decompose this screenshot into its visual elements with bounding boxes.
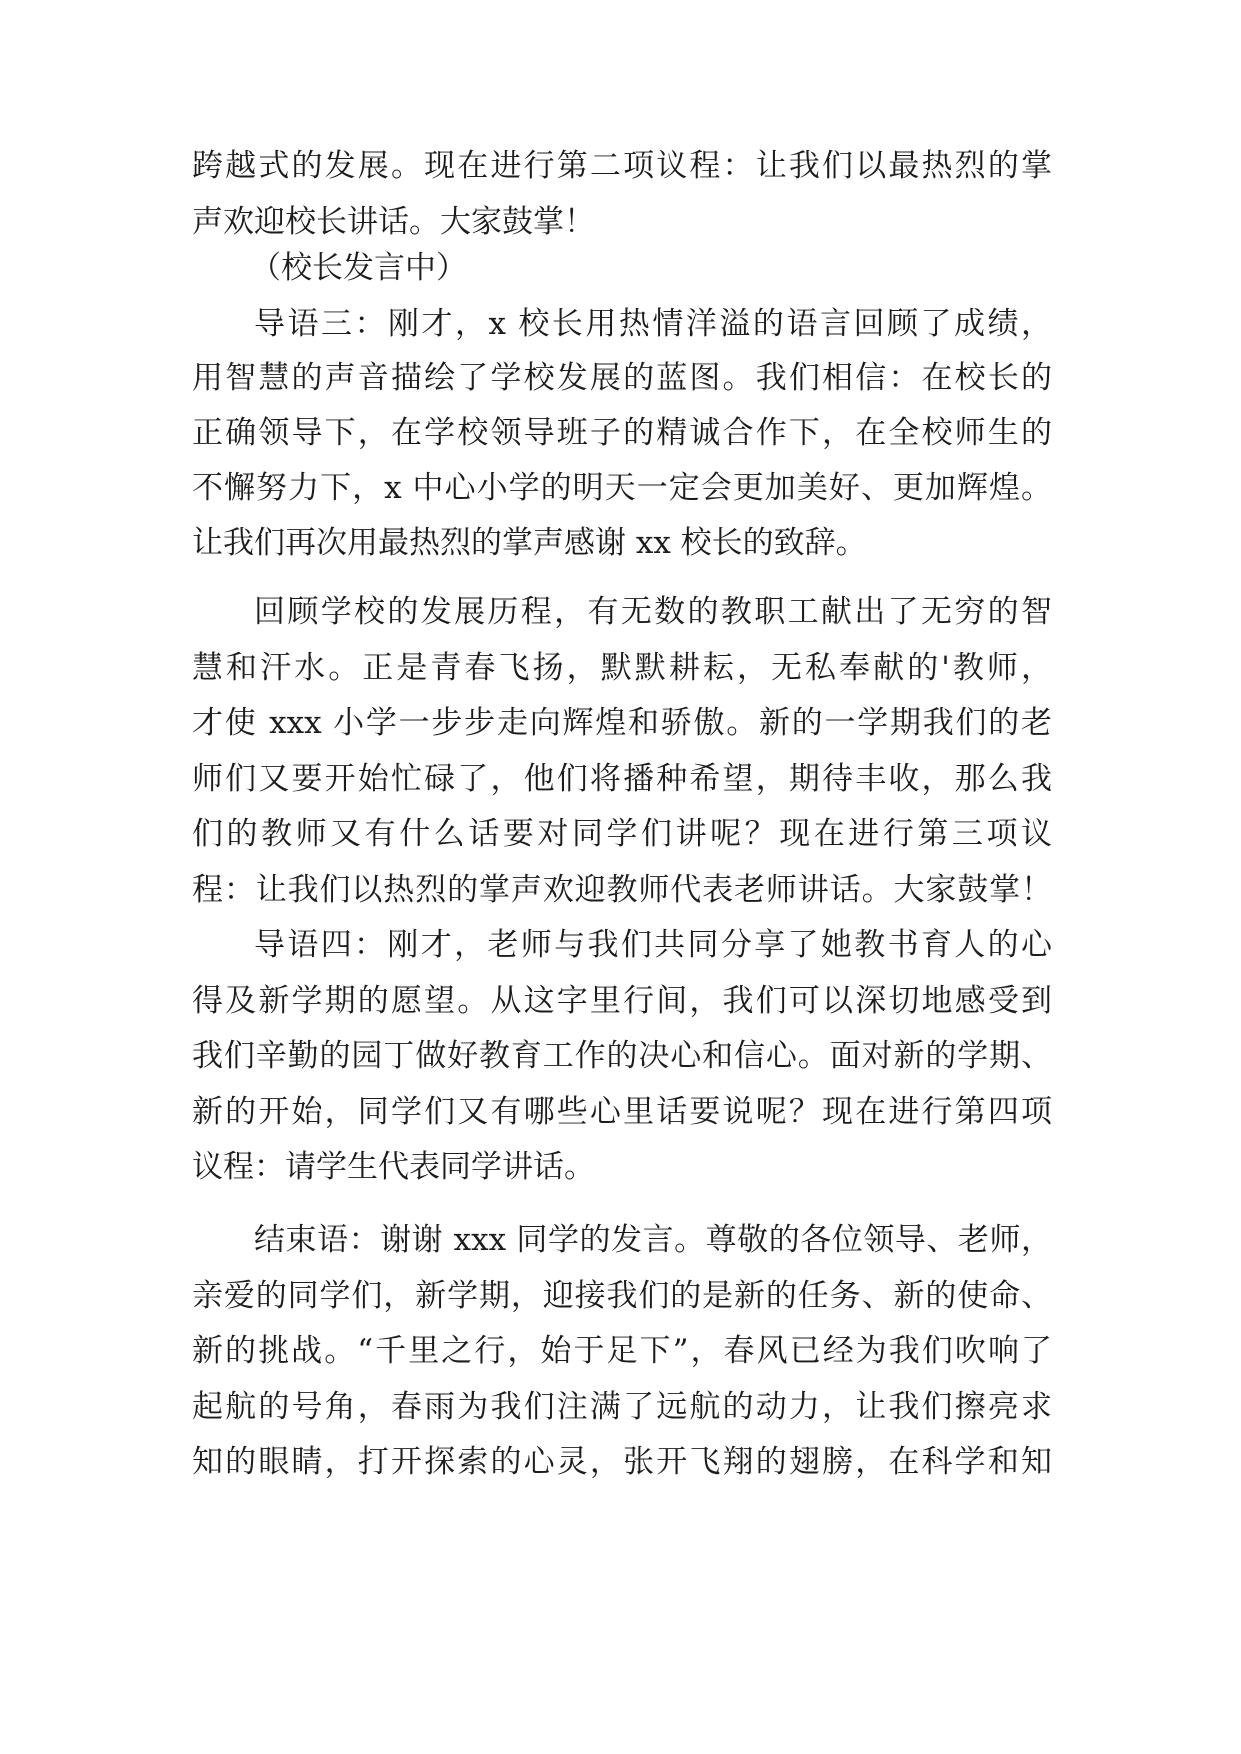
text-line: 让我们再次用最热烈的掌声感谢 xx 校长的致辞。 bbox=[192, 525, 867, 561]
text-line: 们的教师又有什么话要对同学们讲呢？现在进行第三项议 bbox=[192, 816, 1052, 852]
text-line: 得及新学期的愿望。从这字里行间，我们可以深切地感受到 bbox=[192, 983, 1052, 1019]
text-line: 导语三：刚才，x 校长用热情洋溢的语言回顾了成绩， bbox=[254, 306, 1052, 342]
text-line: 不懈努力下，x 中心小学的明天一定会更加美好、更加辉煌。 bbox=[192, 470, 1052, 506]
text-line: 慧和汗水。正是青春飞扬，默默耕耘，无私奉献的'教师， bbox=[192, 650, 1052, 686]
text-line: 导语四：刚才，老师与我们共同分享了她教书育人的心 bbox=[254, 927, 1052, 963]
text-line: 知的眼睛，打开探索的心灵，张开飞翔的翅膀，在科学和知 bbox=[192, 1444, 1052, 1480]
text-line: 跨越式的发展。现在进行第二项议程：让我们以最热烈的掌 bbox=[192, 148, 1052, 184]
text-line: 新的挑战。“千里之行，始于足下”，春风已经为我们吹响了 bbox=[192, 1333, 1052, 1369]
text-line: 议程：请学生代表同学讲话。 bbox=[192, 1149, 595, 1185]
text-line: 结束语：谢谢 xxx 同学的发言。尊敬的各位领导、老师， bbox=[254, 1222, 1052, 1258]
text-line: 我们辛勤的园丁做好教育工作的决心和信心。面对新的学期、 bbox=[192, 1038, 1052, 1074]
text-line: （校长发言中） bbox=[250, 250, 467, 286]
text-line: 起航的号角，春雨为我们注满了远航的动力，让我们擦亮求 bbox=[192, 1389, 1052, 1425]
text-line: 师们又要开始忙碌了，他们将播种希望，期待丰收，那么我 bbox=[192, 761, 1052, 797]
text-line: 用智慧的声音描绘了学校发展的蓝图。我们相信：在校长的 bbox=[192, 360, 1052, 396]
text-line: 正确领导下，在学校领导班子的精诚合作下，在全校师生的 bbox=[192, 415, 1052, 451]
text-line: 才使 xxx 小学一步步走向辉煌和骄傲。新的一学期我们的老 bbox=[192, 705, 1052, 741]
text-line: 新的开始，同学们又有哪些心里话要说呢？现在进行第四项 bbox=[192, 1094, 1052, 1130]
text-line: 回顾学校的发展历程，有无数的教职工献出了无穷的智 bbox=[254, 594, 1052, 630]
text-line: 亲爱的同学们，新学期，迎接我们的是新的任务、新的使命、 bbox=[192, 1278, 1052, 1314]
text-line: 程：让我们以热烈的掌声欢迎教师代表老师讲话。大家鼓掌！ bbox=[192, 872, 1052, 908]
text-line: 声欢迎校长讲话。大家鼓掌！ bbox=[192, 204, 595, 240]
